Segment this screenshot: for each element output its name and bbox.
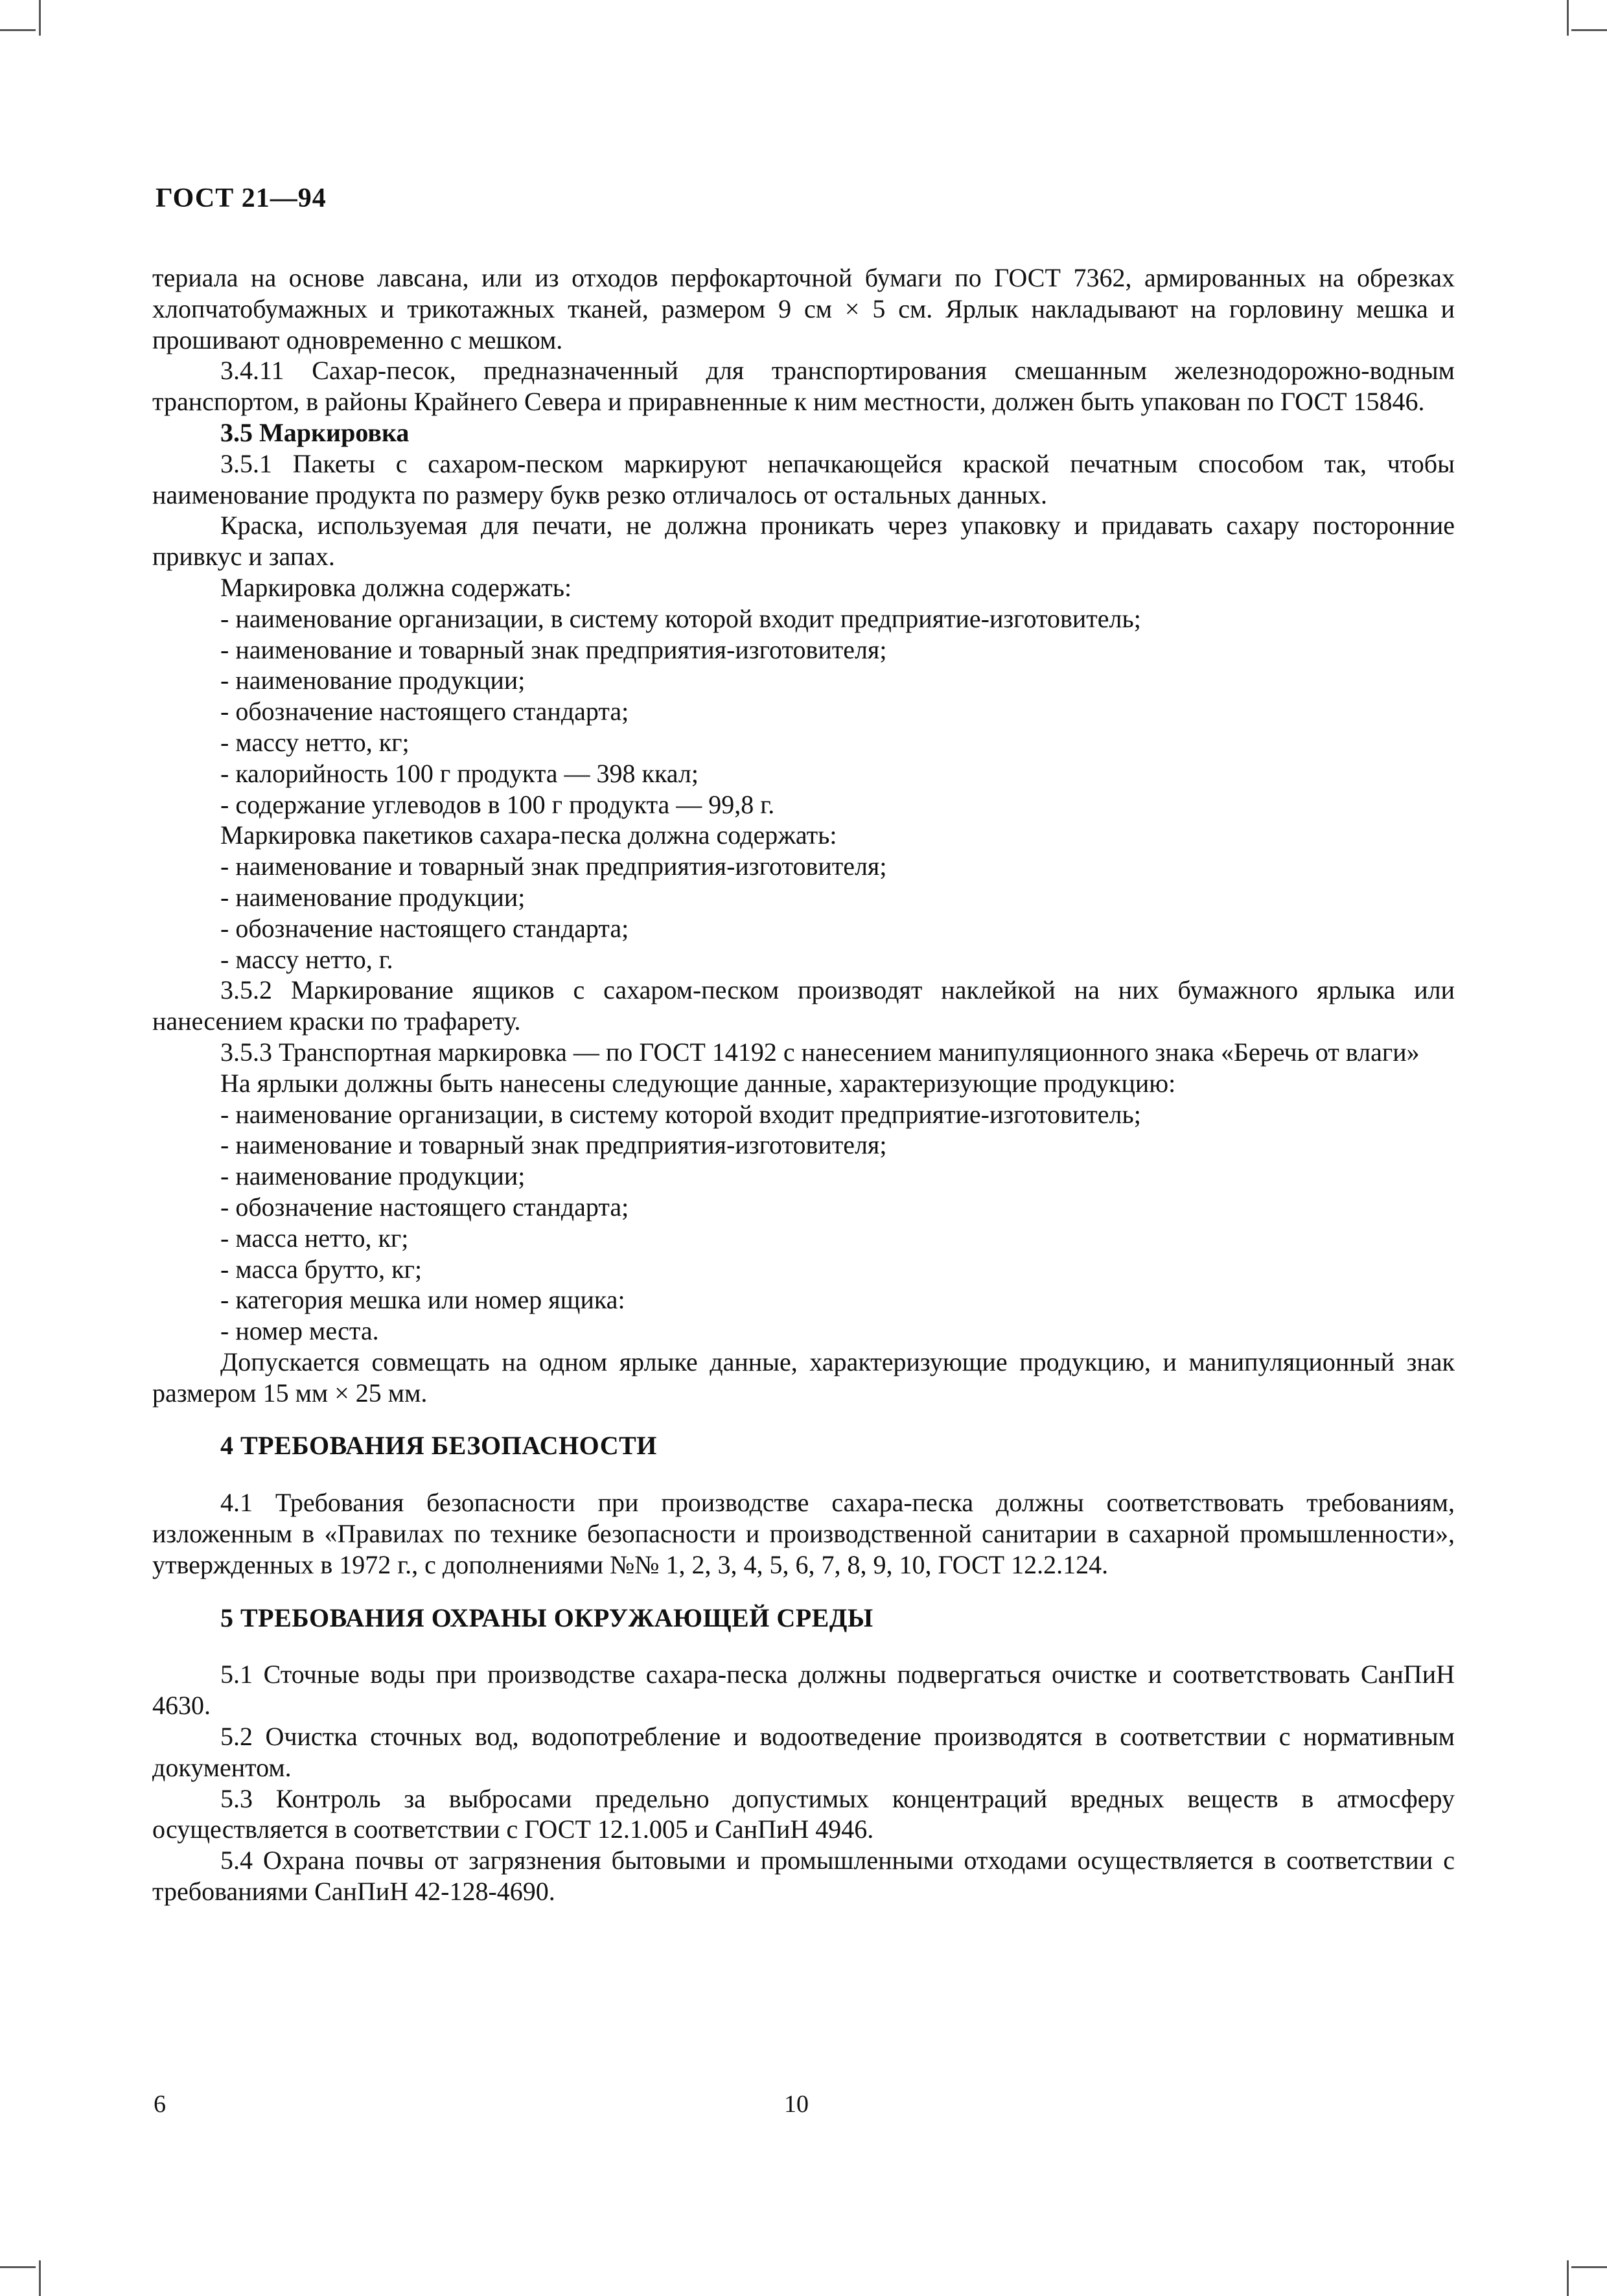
list-item: - массу нетто, кг; (220, 727, 410, 757)
page-number-center: 10 (784, 2091, 809, 2118)
list-item: - наименование и товарный знак предприятия-изготовителя; (220, 634, 887, 664)
list-item: - наименование и товарный знак предприятия-изготовителя; (220, 1130, 887, 1160)
paragraph-5-2: 5.2 Очистка сточных вод, водопотребление и водоотведение производятся в соответствии с нормативным документом. (152, 1722, 1455, 1782)
paragraph-5-4: 5.4 Охрана почвы от загрязнения бытовыми и промышленными отходами осуществляется в соответствии с требованиями СанПиН 42-128-4690. (152, 1846, 1455, 1907)
list-item: - обозначение настоящего стандарта; (220, 913, 629, 943)
list-item: - номер места. (220, 1316, 379, 1346)
list-item: - наименование организации, в систему которой входит предприятие-изготовитель; (220, 1099, 1141, 1129)
list-item: - наименование продукции; (220, 882, 526, 912)
paragraph-marking-intro: Маркировка должна содержать: (220, 572, 572, 602)
paragraph-3-5-2: 3.5.2 Маркирование ящиков с сахаром-песком производят наклейкой на них бумажного ярлыка или нанесением краски по трафарету. (152, 975, 1455, 1036)
paragraph-continuation: териала на основе лавсана, или из отходов перфокарточной бумаги по ГОСТ 7362, армированных на обрезках хлопчатобумажных и трикотажных тканей, размером 9 см × 5 см. Ярлык накладывают на горловину мешка и прошивают одновременно с мешком. (152, 263, 1455, 354)
list-item: - наименование и товарный знак предприятия-изготовителя; (220, 852, 887, 881)
paragraph-allowed: Допускается совмещать на одном ярлыке данные, характеризующие продукцию, и манипуляционный знак размером 15 мм × 25 мм. (152, 1347, 1455, 1408)
crop-mark-top-right (1567, 0, 1569, 36)
crop-mark-top-left (39, 0, 41, 36)
paragraph-marking-bags: Маркировка пакетиков сахара-песка должна содержать: (220, 820, 837, 850)
list-item: - массу нетто, г. (220, 944, 393, 974)
document-body (152, 262, 1455, 1907)
paragraph-3-4-11: 3.4.11 Сахар-песок, предназначенный для транспортирования смешанным железнодорожно-водным транспортом, в районы Крайнего Севера и приравненные к ним местности, должен быть упакован по ГОСТ 15846. (152, 356, 1455, 417)
list-item: - категория мешка или номер ящика: (220, 1285, 625, 1315)
list-item: - обозначение настоящего стандарта; (220, 1192, 629, 1222)
paragraph-5-3: 5.3 Контроль за выбросами предельно допустимых концентраций вредных веществ в атмосферу осуществляется в соответствии с ГОСТ 12.1.005 и СанПиН 4946. (152, 1783, 1455, 1844)
section-heading-4: 4 ТРЕБОВАНИЯ БЕЗОПАСНОСТИ (220, 1431, 657, 1461)
crop-mark-bottom-left (39, 2260, 41, 2296)
paragraph-5-1: 5.1 Сточные воды при производстве сахара-песка должны подвергаться очистке и соответствовать СанПиН 4630. (152, 1660, 1455, 1721)
crop-mark-bottom-right-h (1571, 2266, 1607, 2268)
document-code: ГОСТ 21—94 (156, 183, 327, 213)
list-item: - наименование организации, в систему которой входит предприятие-изготовитель; (220, 603, 1141, 633)
list-item: - наименование продукции; (220, 666, 526, 695)
list-item: - масса брутто, кг; (220, 1254, 422, 1284)
crop-mark-bottom-right (1567, 2260, 1569, 2296)
list-item: - калорийность 100 г продукта — 398 ккал; (220, 758, 699, 788)
crop-mark-bottom-left-h (0, 2266, 36, 2268)
paragraph-3-5-3: 3.5.3 Транспортная маркировка — по ГОСТ 14192 с нанесением манипуляционного знака «Беречь от влаги» (220, 1037, 1420, 1067)
crop-mark-top-left-h (0, 29, 36, 31)
page-number-left: 6 (154, 2091, 166, 2118)
subsection-heading-3-5: 3.5 Маркировка (220, 417, 410, 447)
section-heading-5: 5 ТРЕБОВАНИЯ ОХРАНЫ ОКРУЖАЮЩЕЙ СРЕДЫ (220, 1603, 873, 1632)
list-item: - содержание углеводов в 100 г продукта — 99,8 г. (220, 789, 775, 819)
paragraph-labels: На ярлыки должны быть нанесены следующие данные, характеризующие продукцию: (220, 1068, 1176, 1098)
list-item: - обозначение настоящего стандарта; (220, 697, 629, 726)
paragraph-4-1: 4.1 Требования безопасности при производстве сахара-песка должны соответствовать требованиям, изложенным в «Правилах по технике безопасности и производственной санитарии в сахарной промышленности», утвержденных в 1972 г., с дополнениями №№ 1, 2, 3, 4, 5, 6, 7, 8, 9, 10, ГОСТ 12.2.124. (152, 1488, 1455, 1579)
list-item: - наименование продукции; (220, 1161, 526, 1191)
list-item: - масса нетто, кг; (220, 1223, 409, 1253)
crop-mark-top-right-h (1571, 29, 1607, 31)
paragraph-3-5-1: 3.5.1 Пакеты с сахаром-песком маркируют непачкающейся краской печатным способом так, чтобы наименование продукта по размеру букв резко отличалось от остальных данных. (152, 448, 1455, 509)
paragraph-paint: Краска, используемая для печати, не должна проникать через упаковку и придавать сахару посторонние привкус и запах. (152, 511, 1455, 572)
